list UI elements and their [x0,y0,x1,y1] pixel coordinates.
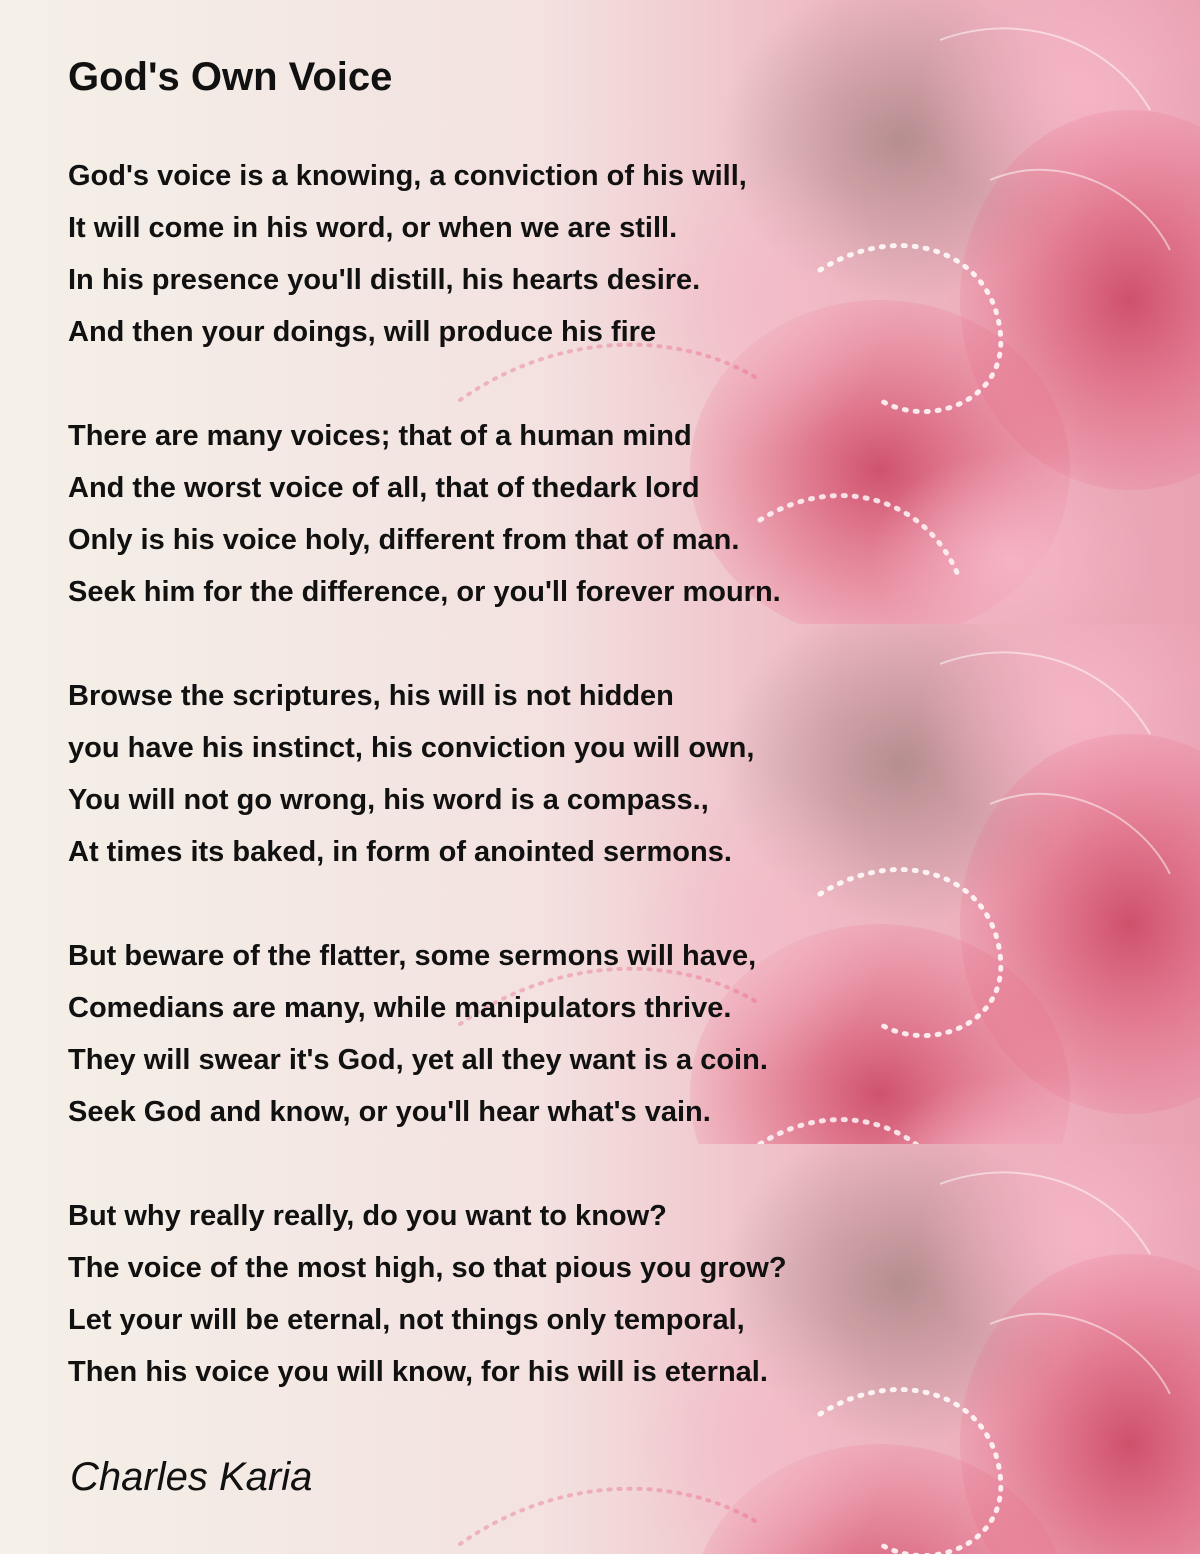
poem-line: you have his instinct, his conviction you will own, [68,732,755,764]
stanza [68,670,968,878]
poem-line: Comedians are many, while manipulators thrive. [68,992,732,1024]
poem-line: In his presence you'll distill, his hearts desire. [68,264,701,296]
stanza [68,410,968,618]
poem-author: Charles Karia [70,1455,313,1499]
poem-line: The voice of the most high, so that pious you grow? [68,1252,787,1284]
poem-line: And the worst voice of all, that of thedark lord [68,472,700,504]
poem-line: It will come in his word, or when we are still. [68,212,678,244]
poem-line: Browse the scriptures, his will is not hidden [68,680,674,712]
stanza [68,930,968,1138]
stanza [68,150,968,358]
poem-line: At times its baked, in form of anointed sermons. [68,836,732,868]
poem-line: Only is his voice holy, different from that of man. [68,524,740,556]
poem-line: Then his voice you will know, for his will is eternal. [68,1356,768,1388]
poem-line: And then your doings, will produce his fire [68,316,657,348]
poem-line: Let your will be eternal, not things only temporal, [68,1304,745,1336]
poem-line: Seek God and know, or you'll hear what's vain. [68,1096,711,1128]
stanza [68,1190,968,1398]
poem-line: There are many voices; that of a human mind [68,420,692,452]
poem-line: But why really really, do you want to know? [68,1200,667,1232]
poem-title: God's Own Voice [68,55,393,99]
poem-line: God's voice is a knowing, a conviction of his will, [68,160,747,192]
poem-line: You will not go wrong, his word is a compass., [68,784,709,816]
poem-line: They will swear it's God, yet all they want is a coin. [68,1044,768,1076]
poem-line: Seek him for the difference, or you'll forever mourn. [68,576,781,608]
poem-line: But beware of the flatter, some sermons will have, [68,940,757,972]
poem-body [68,150,968,1450]
